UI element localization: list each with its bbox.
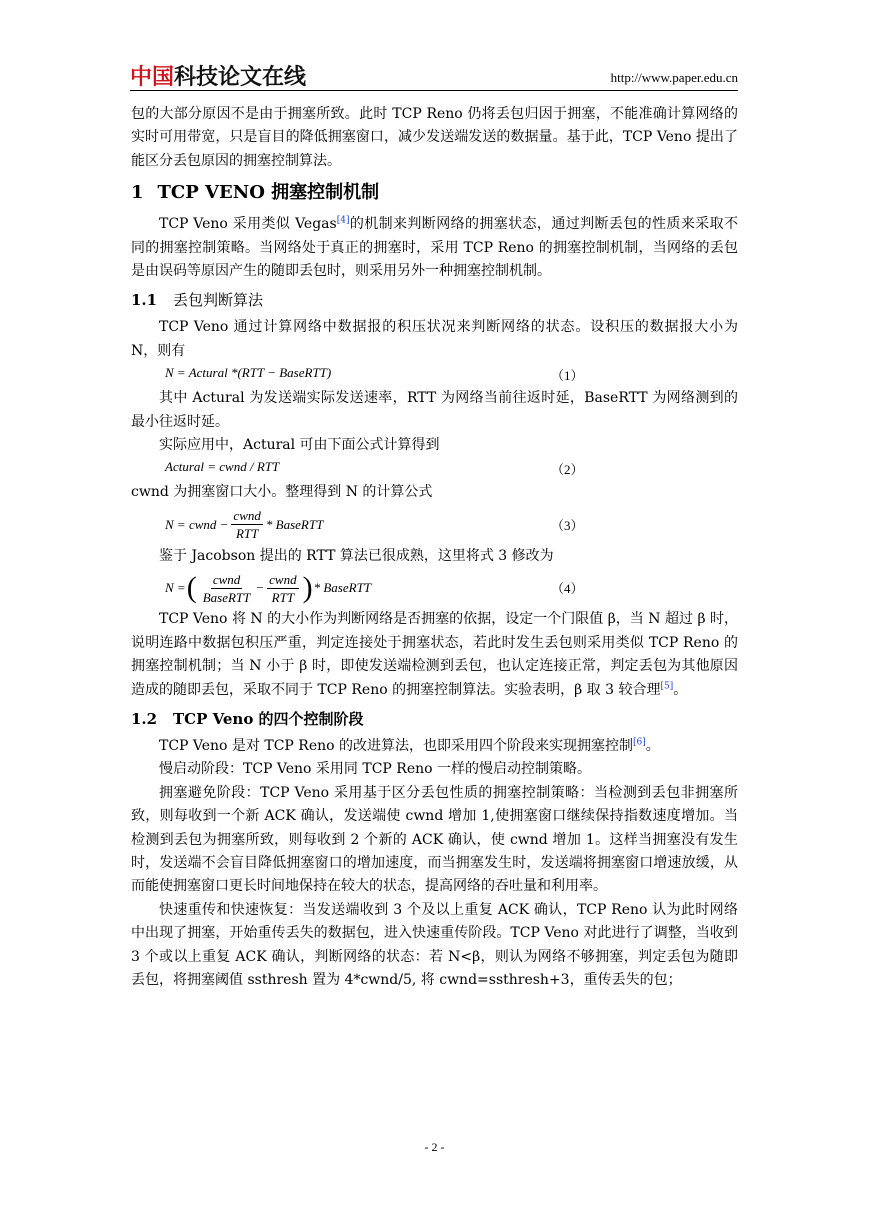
citation-5[interactable]: [5]: [660, 680, 674, 691]
page-header: [130, 60, 738, 88]
section-1-2-paragraph-1: [131, 735, 738, 758]
eq3-fraction: [231, 507, 262, 542]
section-1-1-paragraph-5: 鉴于 Jacobson 提出的 RTT 算法已很成熟，这里将式 3 修改为: [159, 547, 554, 564]
eq4-numerator-1: cwnd: [212, 571, 241, 587]
eq4-close-paren: ): [302, 571, 313, 605]
text-run: TCP Veno 采用类似 Vegas: [159, 216, 337, 233]
eq3-right: * BaseRTT: [265, 516, 324, 532]
header-url[interactable]: http://www.paper.edu.cn: [610, 70, 738, 85]
section-1-2-title: TCP Veno 的四个控制阶段: [173, 709, 364, 728]
equation-4: [131, 568, 738, 608]
eq4-numerator-2: cwnd: [269, 571, 297, 587]
equation-2-expression: Actural = cwnd / RTT: [165, 459, 280, 475]
text-run: TCP Veno 将 N 的大小作为判断网络是否拥塞的依据，设定一个门限值 β，当 N 超过 β 时，说明连路中数据包积压严重，判定连接处于拥塞状态，若此时发生丢包则采用类似 TCP Reno 的拥塞控制机制；当 N 小于 β 时，即使发送端检测到丢包，也认定连接正常，判定丢包为其他原因造成的随即丢包，采取不同于 TCP Reno 的拥塞控制算法。实验表明，β 取 3 较合理: [131, 611, 738, 698]
eq4-left: N =: [165, 580, 186, 596]
section-1-1-title: 丢包判断算法: [173, 291, 264, 310]
equation-3: [131, 505, 738, 545]
text-run: TCP Veno 是对 TCP Reno 的改进算法，也即采用四个阶段来实现拥塞控制: [159, 737, 634, 754]
text-run: 的机制来判断网络的拥塞状态，通过判断丢包的性质来采取不同的拥塞控制策略。当网络处于真正的拥塞时，采用 TCP Reno 的拥塞控制机制，当网络的丢包是由误码等原因产生的随即丢包时，则采用另外一种拥塞控制机制。: [131, 216, 739, 280]
page-body: [131, 103, 738, 992]
logo-black-text: 科技论文在线: [174, 65, 307, 90]
text-run: 。: [645, 737, 660, 754]
equation-3-number: （3）: [551, 517, 584, 533]
section-1-1-number: 1.1: [131, 291, 158, 310]
eq3-denominator: RTT: [235, 526, 259, 542]
eq4-fraction-1: [201, 571, 253, 606]
equation-1-number: （1）: [551, 368, 584, 384]
equation-2-number: （2）: [551, 462, 584, 478]
citation-4[interactable]: [4]: [336, 215, 350, 226]
header-rule: [130, 90, 738, 91]
section-1-1-paragraph-6: [131, 608, 738, 702]
section-1-2-paragraph-3: 拥塞避免阶段：TCP Veno 采用基于区分丢包性质的拥塞控制策略：当检测到丢包非拥塞所致，则每收到一个新 ACK 确认，发送端使 cwnd 增加 1,使拥塞窗口继续保持指数速度增加。当检测到丢包为拥塞所致，则每收到 2 个新的 ACK 确认，使 cwnd 增加 1。这样当拥塞没有发生时，发送端不会盲目降低拥塞窗口的增加速度，而当拥塞发生时，发送端将拥塞窗口增速放缓，从而能使拥塞窗口更长时间地保持在较大的状态，提高网络的吞吐量和利用率。: [131, 784, 738, 895]
text-run: 。: [673, 681, 688, 698]
eq4-right: * BaseRTT: [313, 580, 372, 596]
section-1-2-paragraph-2: 慢启动阶段：TCP Veno 采用同 TCP Reno 一样的慢启动控制策略。: [159, 761, 592, 778]
section-1-paragraph: [131, 213, 738, 283]
eq4-denominator-2: RTT: [271, 589, 295, 605]
section-1-1-paragraph-1: TCP Veno 通过计算网络中数据报的积压状况来判断网络的状态。设积压的数据报大小为 N，则有: [131, 319, 738, 359]
section-1-1-paragraph-3: 实际应用中，Actural 可由下面公式计算得到: [159, 437, 440, 454]
equation-3-expression: [165, 505, 323, 545]
section-1-1-paragraph-4: cwnd 为拥塞窗口大小。整理得到 N 的计算公式: [131, 484, 433, 501]
section-1-title: TCP VENO 拥塞控制机制: [157, 182, 380, 204]
section-1-1-paragraph-2: 其中 Actural 为发送端实际发送速率，RTT 为网络当前往返时延，BaseRTT 为网络测到的最小往返时延。: [131, 390, 738, 430]
citation-6[interactable]: [6]: [633, 737, 646, 748]
section-1-number: 1: [131, 182, 144, 204]
page-number: - 2 -: [424, 1140, 445, 1154]
eq4-open-paren: (: [186, 571, 197, 605]
section-1-2-paragraph-4: 快速重传和快速恢复：当发送端收到 3 个及以上重复 ACK 确认，TCP Reno 认为此时网络中出现了拥塞，开始重传丢失的数据包，进入快速重传阶段。TCP Veno 对此进行了调整，当收到 3 个或以上重复 ACK 确认，判断网络的状态：若 N<β，则认为网络不够拥塞，判定丢包为随即丢包，将拥塞阈值 ssthresh 置为 4*cwnd/5, 将 cwnd=ssthresh+3，重传丢失的包；: [131, 901, 738, 988]
section-1-1-heading: [131, 288, 738, 312]
equation-4-number: （4）: [551, 581, 584, 597]
eq3-numerator: cwnd: [233, 508, 261, 524]
eq4-minus: −: [255, 580, 265, 596]
equation-4-expression: [165, 568, 371, 608]
equation-2: [131, 457, 738, 481]
equation-1: [131, 363, 738, 387]
intro-paragraph: 包的大部分原因不是由于拥塞所致。此时 TCP Reno 仍将丢包归因于拥塞，不能准确计算网络的实时可用带宽，只是盲目的降低拥塞窗口，减少发送端发送的数据量。基于此，TCP Veno 提出了能区分丢包原因的拥塞控制算法。: [131, 106, 738, 169]
eq4-denominator-1: BaseRTT: [202, 589, 251, 605]
equation-1-expression: N = Actural *(RTT − BaseRTT): [165, 365, 332, 381]
eq3-left: N = cwnd −: [165, 516, 229, 532]
section-1-heading: [131, 179, 738, 207]
logo-red-text: 中国: [130, 65, 175, 90]
journal-logo: [130, 60, 306, 91]
section-1-2-number: 1.2: [131, 709, 158, 728]
eq4-fraction-2: [267, 571, 298, 606]
section-1-2-heading: [131, 707, 738, 731]
